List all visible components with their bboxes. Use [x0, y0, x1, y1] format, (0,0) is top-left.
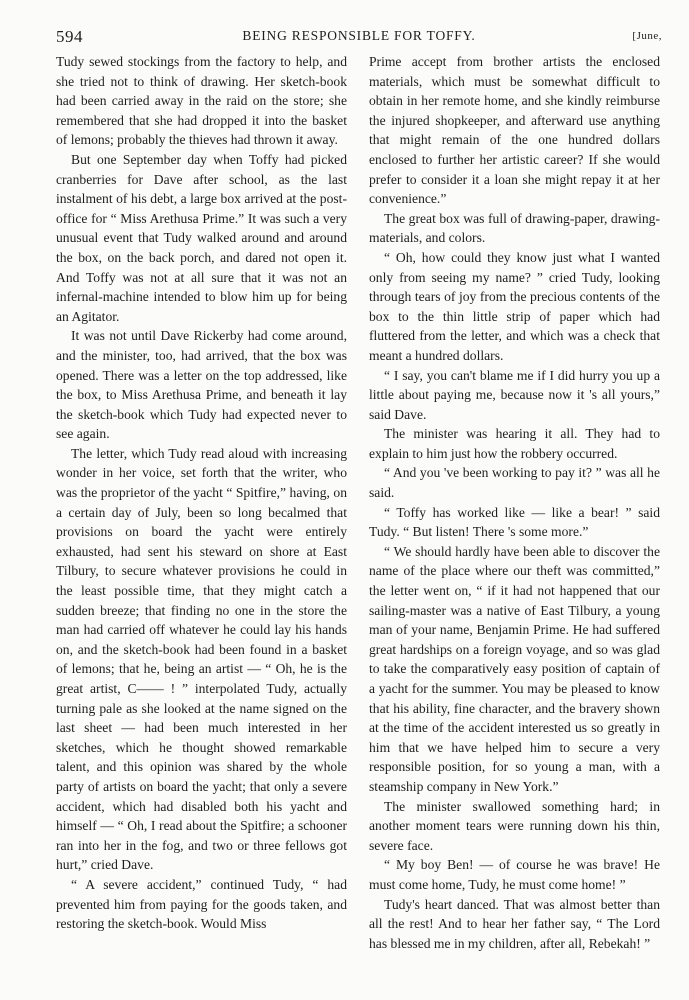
- paragraph: Prime accept from brother artists the enclosed materials, which must be somewhat difficult to obtain in her remote home, and she kindly reimburse the injured shopkeeper, and afterward use anything that might remain of the one hundred dollars enclosed to further her artistic career? If she would prefer to consider it a loan she might repay it at her convenience.”: [369, 54, 660, 207]
- paragraph: “ My boy Ben! — of course he was brave! He must come home, Tudy, he must come home! ”: [369, 857, 660, 892]
- page-number: 594: [56, 27, 83, 46]
- paragraph: “ We should hardly have been able to discover the name of the place where our theft was committed,” the letter went on, “ if it had not happened that our sailing-master was a native of East Tilbury, a young man of your name, Benjamin Prime. He had suffered great hardships on a foreign voyage, and so was glad to take the comparatively easy position of captain of a yacht for the summer. You may be pleased to know that his ability, fine character, and the bravery shown at the time of the accident interested us so greatly in him that we have helped him to secure a very responsible position, for so young a man, with a steamship company in New York.”: [369, 543, 660, 794]
- paragraph: The minister was hearing it all. They had to explain to him just how the robbery occurred.: [369, 426, 660, 461]
- left-column: [56, 52, 347, 934]
- paragraph: Tudy's heart danced. That was almost better than all the rest! And to hear her father say, “ The Lord has blessed me in my children, after all, Rebekah! ”: [369, 896, 660, 951]
- paragraph: “ A severe accident,” continued Tudy, “ had prevented him from paying for the goods taken, and restoring the sketch-book. Would Miss: [56, 876, 347, 932]
- paragraph: “ Toffy has worked like — like a bear! ” said Tudy. “ But listen! There 's some more.”: [369, 504, 660, 540]
- running-title: BEING RESPONSIBLE FOR TOFFY.: [242, 28, 476, 43]
- paragraph: The minister swallowed something hard; in another moment tears were running down his thin, severe face.: [369, 798, 660, 853]
- paragraph: It was not until Dave Rickerby had come around, and the minister, too, had arrived, that the box was opened. There was a letter on the top addressed, like the box, to Miss Arethusa Prime, and beneath it lay the sketch-book which Tudy had expected never to see again.: [56, 328, 347, 442]
- paragraph: But one September day when Toffy had picked cranberries for Dave after school, as the last instalment of his debt, a large box arrived at the post-office for “ Miss Arethusa Prime.” It was such a very unusual event that Tudy walked around and around the box, on the back porch, and dared not open it. And Toffy was not at all sure that it was not an infernal-machine intended to blow him up for being an Agitator.: [56, 151, 347, 324]
- paragraph: The great box was full of drawing-paper, drawing-materials, and colors.: [369, 210, 660, 246]
- paragraph: “ And you 've been working to pay it? ” was all he said.: [369, 465, 660, 501]
- page-header: [56, 27, 662, 49]
- paragraph: The letter, which Tudy read aloud with increasing wonder in her voice, set forth that the writer, who was the proprietor of the yacht “ Spitfire,” having, on a certain day of July, been so long becalmed that provisions on board the yacht were entirely exhausted, had sent his steward on shore at East Tilbury, to secure whatever provisions he could in the least possible time, that they might catch a sudden breeze; that finding no one in the store the man had carried off whatever he could lay his hands on, and the sketch-book had been found in a basket of lemons; that he, being an artist — “ Oh, he is the great artist, C—— ! ” interpolated Tudy, actually turning pale as she looked at the name signed on the last sheet — had been much interested in her sketches, which he thought showed remarkable talent, and this opinion was shared by the whole party of artists on board the yacht; that only a severe accident, which had disabled both his yacht and himself — “ Oh, I read about the Spitfire; a schooner ran into her in the fog, and two or three fellows got hurt,” cried Dave.: [56, 445, 347, 873]
- paragraph: “ Oh, how could they know just what I wanted only from seeing my name? ” cried Tudy, looking through tears of joy from the precious contents of the box to the thin little strip of paper which had fluttered from the letter, and which was a check that meant a hundred dollars.: [369, 249, 660, 363]
- paragraph: Tudy sewed stockings from the factory to help, and she tried not to think of drawing. Her sketch-book had been carried away in the raid on the store; she remembered that she had dropped it into the basket of lemons; probably the thieves had thrown it away.: [56, 54, 347, 148]
- paragraph: “ I say, you can't blame me if I did hurry you up a little about paying me, because now it 's all yours,” said Dave.: [369, 367, 660, 422]
- right-column: [369, 52, 660, 953]
- issue-month: [June,: [632, 30, 662, 42]
